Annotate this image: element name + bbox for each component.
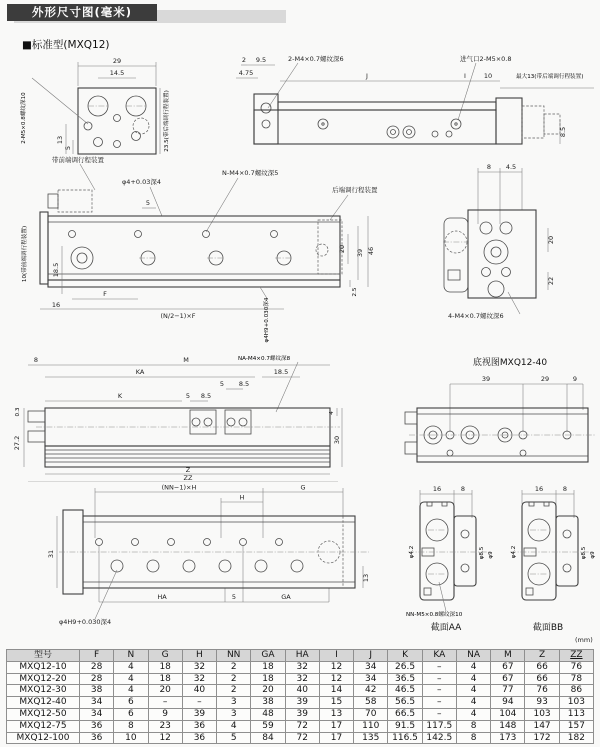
value-cell: 34 — [354, 673, 388, 685]
value-cell: – — [422, 661, 456, 673]
value-cell: 4 — [456, 685, 490, 697]
value-cell: 13 — [319, 708, 353, 720]
dim-label: 8 — [562, 485, 568, 493]
dim-label: 16 — [534, 485, 544, 493]
dim-label: ZZ — [183, 474, 193, 482]
dim-label: H — [239, 493, 245, 502]
model-cell: MXQ12-10 — [7, 661, 80, 673]
table-row — [7, 732, 594, 744]
dim-lines — [57, 488, 363, 602]
value-cell: 3 — [217, 708, 251, 720]
column-header: N — [114, 650, 148, 662]
leader-line — [458, 63, 476, 120]
value-cell: 4 — [456, 661, 490, 673]
value-cell: 40 — [182, 685, 216, 697]
dim-label: KA — [135, 368, 145, 376]
dim-label: 13 — [362, 573, 370, 583]
dim-label: HA — [157, 593, 167, 601]
value-cell: 86 — [559, 685, 593, 697]
value-cell: 2 — [217, 685, 251, 697]
air-port-callout: 进气口2-M5×0.8 — [460, 55, 512, 63]
value-cell: 182 — [559, 732, 593, 744]
value-cell: 8 — [114, 720, 148, 732]
table-row — [7, 685, 594, 697]
model-cell: MXQ12-50 — [7, 708, 80, 720]
value-cell: 67 — [491, 661, 525, 673]
dim-label: 4.5 — [505, 163, 517, 171]
value-cell: 36.5 — [388, 673, 422, 685]
dim-label: 0.3 — [15, 407, 21, 417]
value-cell: 58 — [354, 697, 388, 709]
dim-label: 18.5 — [52, 262, 60, 278]
dim-label: 46 — [367, 246, 375, 256]
value-cell: 17 — [319, 732, 353, 744]
value-cell: 2 — [217, 661, 251, 673]
value-cell: 28 — [80, 673, 114, 685]
bottom-dims — [40, 216, 368, 309]
dim-label: 4.75 — [238, 69, 254, 77]
dim-label: 5 — [231, 593, 237, 601]
value-cell: 4 — [456, 673, 490, 685]
value-cell: 84 — [251, 732, 285, 744]
value-cell: 4 — [456, 697, 490, 709]
value-cell: 93 — [525, 697, 559, 709]
thread-callout: 2-M5×0.8螺纹深10 — [21, 92, 27, 144]
value-cell: – — [148, 697, 182, 709]
dim-label: 8.5 — [238, 380, 250, 388]
table-row — [7, 673, 594, 685]
value-cell: 76 — [559, 661, 593, 673]
hole-callout: φ4H9+0.030深4 — [59, 618, 112, 626]
value-cell: 18 — [251, 673, 285, 685]
dim-label: 9.5 — [255, 56, 267, 64]
value-cell: 91.5 — [388, 720, 422, 732]
dim-formula: (NN−1)×H — [161, 483, 197, 492]
value-cell: 4 — [114, 685, 148, 697]
column-header: ZZ — [559, 650, 593, 662]
dia-label: φ8.5 — [581, 546, 587, 560]
dim-label: J — [366, 72, 368, 80]
dim-label: 20 — [547, 235, 555, 245]
value-cell: 104 — [491, 708, 525, 720]
value-cell: 40 — [285, 685, 319, 697]
section-aa-caption: 截面AA — [430, 623, 462, 633]
dim-label: 30 — [333, 435, 341, 445]
stroke-adjuster-note: 10(带前端调行程装置) — [22, 225, 28, 283]
column-header: H — [182, 650, 216, 662]
dim-label: 10 — [483, 72, 493, 80]
value-cell: 3 — [217, 697, 251, 709]
value-cell: 113 — [559, 708, 593, 720]
value-cell: 66 — [525, 673, 559, 685]
dim-label: 31 — [47, 549, 55, 559]
dim-lines — [24, 365, 342, 482]
column-header: G — [148, 650, 182, 662]
dia-label: φ8.5 — [479, 546, 485, 560]
value-cell: – — [422, 697, 456, 709]
body-outline — [405, 408, 595, 462]
leader-line — [508, 292, 520, 314]
dim-label: 9 — [572, 375, 578, 383]
column-header: Z — [525, 650, 559, 662]
dia-label: φ9 — [590, 551, 596, 559]
body-outline — [40, 212, 342, 287]
value-cell: 36 — [182, 732, 216, 744]
value-cell: 135 — [354, 732, 388, 744]
value-cell: 39 — [182, 708, 216, 720]
value-cell: 103 — [559, 697, 593, 709]
thread-callout: N-M4×0.7螺纹深5 — [222, 169, 279, 177]
leader-line — [439, 582, 446, 611]
value-cell: 20 — [148, 685, 182, 697]
value-cell: 23 — [148, 720, 182, 732]
drawing-body-bottom-view — [0, 350, 345, 482]
dim-label: 2.5 — [352, 287, 358, 297]
value-cell: 5 — [217, 732, 251, 744]
drawing-bottom-view-mxq12-40 — [395, 350, 600, 482]
dia-label: φ4.2 — [409, 545, 415, 559]
value-cell: 34 — [80, 708, 114, 720]
leader-line — [150, 187, 162, 216]
value-cell: 72 — [285, 732, 319, 744]
value-cell: 72 — [285, 720, 319, 732]
end-view-right-outline — [443, 168, 548, 298]
value-cell: 46.5 — [388, 685, 422, 697]
rear-adjuster-label: 后端调行程装置 — [332, 186, 378, 194]
dim-label: I — [464, 72, 466, 80]
dim-label: 13 — [56, 135, 64, 145]
stroke-adjuster-note: 最大13(带后端调行程装置) — [516, 74, 584, 80]
value-cell: 76 — [525, 685, 559, 697]
thread-callout: NN-M5×0.8螺纹深10 — [406, 612, 463, 618]
value-cell: 8 — [456, 720, 490, 732]
value-cell: 36 — [80, 720, 114, 732]
model-cell: MXQ12-20 — [7, 673, 80, 685]
column-header: KA — [422, 650, 456, 662]
value-cell: 77 — [491, 685, 525, 697]
leader-line — [80, 164, 95, 190]
table-header — [7, 650, 594, 662]
value-cell: 56.5 — [388, 697, 422, 709]
dim-label: 29 — [112, 57, 122, 65]
value-cell: – — [422, 673, 456, 685]
dim-label: 16 — [51, 301, 61, 309]
dim-label: F — [103, 290, 107, 298]
value-cell: 26.5 — [388, 661, 422, 673]
value-cell: 36 — [182, 720, 216, 732]
value-cell: 4 — [114, 661, 148, 673]
body-outline — [78, 88, 156, 154]
dim-label: 8.5 — [559, 126, 567, 138]
value-cell: 6 — [114, 697, 148, 709]
drawing-plan-view — [0, 150, 600, 350]
value-cell: 70 — [354, 708, 388, 720]
value-cell: 17 — [319, 720, 353, 732]
drawing-plan-view-bottom — [25, 482, 395, 645]
value-cell: 12 — [148, 732, 182, 744]
column-header: F — [80, 650, 114, 662]
dim-label: 29 — [540, 375, 550, 383]
page-title: 外形尺寸图(毫米) — [7, 4, 157, 21]
dim-label: G — [300, 483, 306, 492]
dim-formula: (N/2−1)×F — [160, 312, 196, 320]
value-cell: 20 — [251, 685, 285, 697]
value-cell: 4 — [456, 708, 490, 720]
value-cell: 12 — [319, 673, 353, 685]
value-cell: 67 — [491, 673, 525, 685]
value-cell: 12 — [319, 661, 353, 673]
dimension-table — [6, 649, 594, 744]
value-cell: 18 — [148, 673, 182, 685]
column-header: NA — [456, 650, 490, 662]
section-bb-caption: 截面BB — [532, 623, 564, 633]
value-cell: 116.5 — [388, 732, 422, 744]
value-cell: 38 — [80, 685, 114, 697]
value-cell: 78 — [559, 673, 593, 685]
value-cell: 18 — [251, 661, 285, 673]
leader-line — [32, 78, 88, 124]
value-cell: 94 — [491, 697, 525, 709]
value-cell: 28 — [80, 661, 114, 673]
drawing-title: 底视图MXQ12-40 — [472, 358, 548, 368]
value-cell: 10 — [114, 732, 148, 744]
value-cell: 59 — [251, 720, 285, 732]
value-cell: 142.5 — [422, 732, 456, 744]
value-cell: 103 — [525, 708, 559, 720]
value-cell: 117.5 — [422, 720, 456, 732]
dim-label: 16 — [432, 485, 442, 493]
model-cell: MXQ12-100 — [7, 732, 80, 744]
column-header: NN — [217, 650, 251, 662]
dim-label: 8 — [486, 163, 492, 171]
dim-label: 18.5 — [273, 368, 289, 376]
dim-label: 20 — [338, 244, 346, 254]
pin-hole-callout: φ4+0.03深4 — [122, 178, 161, 186]
value-cell: 36 — [80, 732, 114, 744]
thread-callout: 2-M4×0.7螺纹深6 — [288, 55, 344, 63]
table-header-row — [7, 650, 594, 662]
value-cell: 14 — [319, 685, 353, 697]
value-cell: 172 — [525, 732, 559, 744]
dim-label: 8.5 — [200, 392, 212, 400]
dim-label: Z — [185, 466, 191, 474]
value-cell: – — [422, 685, 456, 697]
dim-label: 39 — [481, 375, 491, 383]
dim-label: 5 — [64, 145, 72, 151]
value-cell: 2 — [217, 673, 251, 685]
value-cell: 34 — [354, 661, 388, 673]
column-header: HA — [285, 650, 319, 662]
value-cell: 173 — [491, 732, 525, 744]
thread-callout: NA-M4×0.7螺纹深8 — [238, 356, 291, 362]
dim-label: 2 — [241, 56, 247, 64]
leader-line — [268, 63, 298, 108]
value-cell: 39 — [285, 708, 319, 720]
dim-label: GA — [281, 593, 291, 601]
value-cell: 39 — [285, 697, 319, 709]
column-header: M — [491, 650, 525, 662]
value-cell: 42 — [354, 685, 388, 697]
dim-label: 5 — [185, 392, 191, 400]
value-cell: 18 — [148, 661, 182, 673]
value-cell: 8 — [456, 732, 490, 744]
value-cell: 34 — [80, 697, 114, 709]
dim-label: 8 — [460, 485, 466, 493]
leader-line — [206, 178, 238, 232]
value-cell: 4 — [217, 720, 251, 732]
table-row — [7, 697, 594, 709]
dia-label: φ4.2 — [511, 545, 517, 559]
dim-label: 5 — [219, 380, 225, 388]
stroke-adjuster-note: 23.5(带后端调行程装置) — [164, 90, 170, 152]
model-cell: MXQ12-40 — [7, 697, 80, 709]
value-cell: 4 — [114, 673, 148, 685]
value-cell: 6 — [114, 708, 148, 720]
value-cell: 32 — [182, 661, 216, 673]
dim-label: 4 — [329, 411, 335, 415]
dim-label: 8 — [33, 356, 39, 364]
value-cell: 66.5 — [388, 708, 422, 720]
dim-label: K — [117, 392, 123, 400]
value-cell: 110 — [354, 720, 388, 732]
value-cell: 66 — [525, 661, 559, 673]
dia-label: φ9 — [488, 551, 494, 559]
dim-label: M — [183, 356, 189, 364]
value-cell: 148 — [491, 720, 525, 732]
value-cell: 38 — [251, 697, 285, 709]
dim-label: 39 — [356, 248, 364, 258]
value-cell: 15 — [319, 697, 353, 709]
hole-callout: φ4H9+0.030深4 — [264, 297, 270, 343]
front-adjuster-label: 带前端调行程装置 — [52, 156, 104, 164]
column-header: 型号 — [7, 650, 80, 662]
column-header: J — [354, 650, 388, 662]
body-outline — [28, 408, 340, 467]
value-cell: 9 — [148, 708, 182, 720]
value-cell: 32 — [182, 673, 216, 685]
table-row — [7, 708, 594, 720]
value-cell: 157 — [559, 720, 593, 732]
table-row — [7, 661, 594, 673]
unit-note: (mm) — [575, 636, 593, 644]
section-bb-outline — [510, 490, 592, 600]
body-outline — [59, 510, 369, 594]
drawing-sections — [390, 482, 600, 645]
dim-label: 14.5 — [109, 69, 125, 77]
page-subtitle: ■标准型(MXQ12) — [22, 39, 110, 51]
front-adjuster-outline — [48, 190, 92, 212]
model-cell: MXQ12-75 — [7, 720, 80, 732]
dim-label: 22 — [547, 276, 555, 286]
column-header: K — [388, 650, 422, 662]
model-cell: MXQ12-30 — [7, 685, 80, 697]
value-cell: 32 — [285, 673, 319, 685]
value-cell: – — [182, 697, 216, 709]
table-body — [7, 661, 594, 744]
value-cell: – — [422, 708, 456, 720]
drawing-end-view-left — [10, 52, 235, 164]
value-cell: 32 — [285, 661, 319, 673]
value-cell: 147 — [525, 720, 559, 732]
column-header: GA — [251, 650, 285, 662]
thread-callout: 4-M4×0.7螺纹深6 — [448, 312, 504, 320]
dim-label: 27.2 — [13, 435, 21, 451]
dim-label: 5 — [145, 199, 151, 207]
value-cell: 48 — [251, 708, 285, 720]
body-outline — [254, 94, 560, 144]
table-row — [7, 720, 594, 732]
column-header: I — [319, 650, 353, 662]
section-aa-outline — [408, 490, 490, 600]
leader-line — [95, 570, 117, 619]
